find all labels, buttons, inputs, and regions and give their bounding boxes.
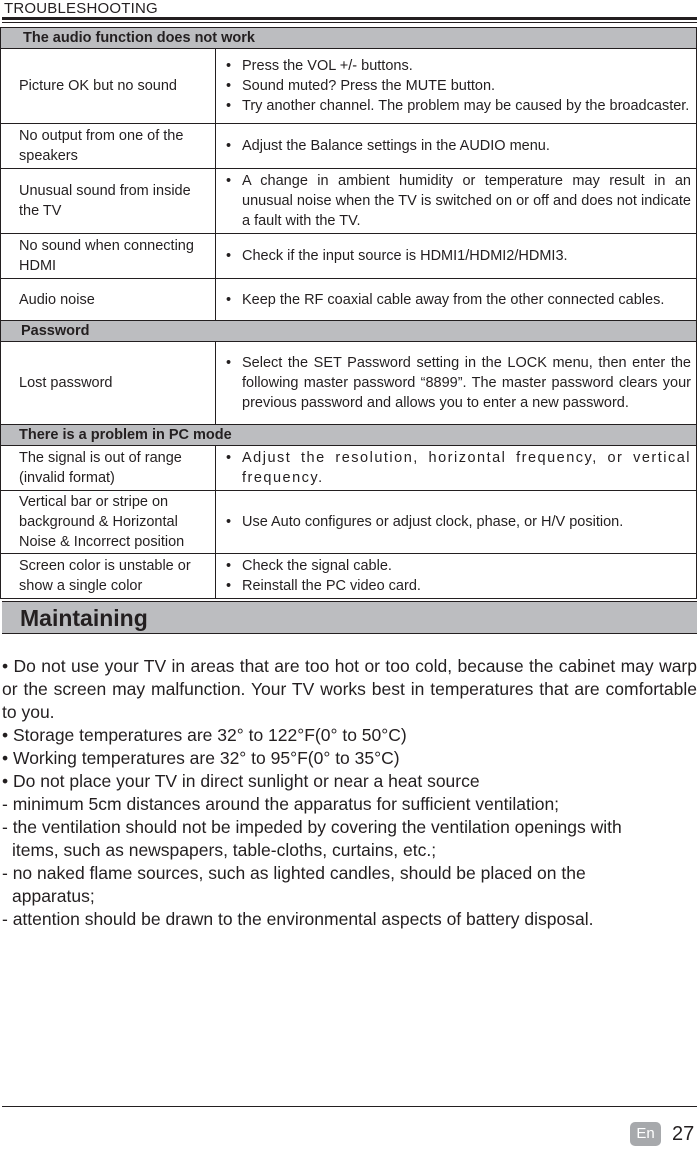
table-row xyxy=(1,491,697,554)
section-title: There is a problem in PC mode xyxy=(1,425,697,446)
solution-item: • Adjust the Balance settings in the AUDIO menu. xyxy=(219,136,691,156)
section-title: The audio function does not work xyxy=(1,28,697,49)
page-number: 27 xyxy=(672,1123,695,1145)
problem-cell: No output from one of the speakers xyxy=(1,124,216,169)
solution-item: • Adjust the resolution, horizontal frequency, or vertical frequency. xyxy=(219,448,691,488)
problem-cell: Screen color is unstable or show a single color xyxy=(1,554,216,599)
solution-item: • Press the VOL +/- buttons. xyxy=(219,56,691,76)
paragraph: - attention should be drawn to the environmental aspects of battery disposal. xyxy=(2,909,594,929)
maintaining-header xyxy=(2,601,697,634)
solution-item: • Check the signal cable. xyxy=(219,556,691,576)
paragraph: - no naked flame sources, such as lighted candles, should be placed on the xyxy=(2,863,586,883)
problem-cell: Unusual sound from inside the TV xyxy=(1,169,216,234)
solution-cell xyxy=(216,279,697,321)
paragraph: - minimum 5cm distances around the apparatus for sufficient ventilation; xyxy=(2,794,560,814)
table-row xyxy=(1,554,697,599)
section-header-password xyxy=(1,321,697,342)
section-header-audio xyxy=(1,28,697,49)
paragraph: - the ventilation should not be impeded by covering the ventilation openings with xyxy=(2,817,622,837)
problem-cell: Lost password xyxy=(1,342,216,425)
solution-item: • Try another channel. The problem may be caused by the broadcaster. xyxy=(219,96,691,116)
paragraph: • Storage temperatures are 32° to 122°F(0° to 50°C) xyxy=(2,725,407,745)
paragraph: items, such as newspapers, table-cloths, curtains, etc.; xyxy=(12,840,437,860)
header-rule-thin xyxy=(2,22,697,23)
solution-item: • Reinstall the PC video card. xyxy=(219,576,691,596)
solution-item: • Select the SET Password setting in the LOCK menu, then enter the following master password “8899”. The master password clears your previous password and allows you to enter a new password. xyxy=(219,353,691,413)
table-row xyxy=(1,234,697,279)
language-badge: En xyxy=(630,1122,661,1146)
section-header-pc xyxy=(1,425,697,446)
solution-cell xyxy=(216,169,697,234)
solution-item: • Sound muted? Press the MUTE button. xyxy=(219,76,691,96)
header-rule xyxy=(2,17,697,20)
paragraph: • Do not place your TV in direct sunlight or near a heat source xyxy=(2,771,480,791)
problem-cell: The signal is out of range (invalid format) xyxy=(1,446,216,491)
maintaining-body xyxy=(2,655,697,931)
paragraph: • Working temperatures are 32° to 95°F(0° to 35°C) xyxy=(2,748,400,768)
table-row xyxy=(1,342,697,425)
troubleshooting-table xyxy=(0,27,697,599)
problem-cell: No sound when connecting HDMI xyxy=(1,234,216,279)
table-row xyxy=(1,49,697,124)
solution-item: • Use Auto configures or adjust clock, phase, or H/V position. xyxy=(219,512,691,532)
solution-cell xyxy=(216,234,697,279)
solution-item: • Check if the input source is HDMI1/HDMI2/HDMI3. xyxy=(219,246,691,266)
problem-cell: Audio noise xyxy=(1,279,216,321)
table-row xyxy=(1,279,697,321)
table-row xyxy=(1,169,697,234)
footer-rule xyxy=(2,1106,697,1107)
solution-cell xyxy=(216,446,697,491)
solution-cell xyxy=(216,124,697,169)
solution-cell xyxy=(216,554,697,599)
solution-cell xyxy=(216,342,697,425)
page-title: TROUBLESHOOTING xyxy=(4,0,158,17)
problem-cell: Picture OK but no sound xyxy=(1,49,216,124)
solution-cell xyxy=(216,491,697,554)
section-title: Password xyxy=(1,321,697,342)
paragraph: apparatus; xyxy=(12,886,95,906)
problem-cell: Vertical bar or stripe on background & Horizontal Noise & Incorrect position xyxy=(1,491,216,554)
solution-cell xyxy=(216,49,697,124)
paragraph: • Do not use your TV in areas that are too hot or too cold, because the cabinet may warp or the screen may malfunction. Your TV works best in temperatures that are comfortable to you. xyxy=(2,656,697,722)
solution-item: • A change in ambient humidity or temperature may result in an unusual noise when the TV is switched on or off and does not indicate a fault with the TV. xyxy=(219,171,691,231)
solution-item: • Keep the RF coaxial cable away from the other connected cables. xyxy=(219,290,691,310)
table-row xyxy=(1,446,697,491)
maintaining-title: Maintaining xyxy=(20,605,148,631)
table-row xyxy=(1,124,697,169)
